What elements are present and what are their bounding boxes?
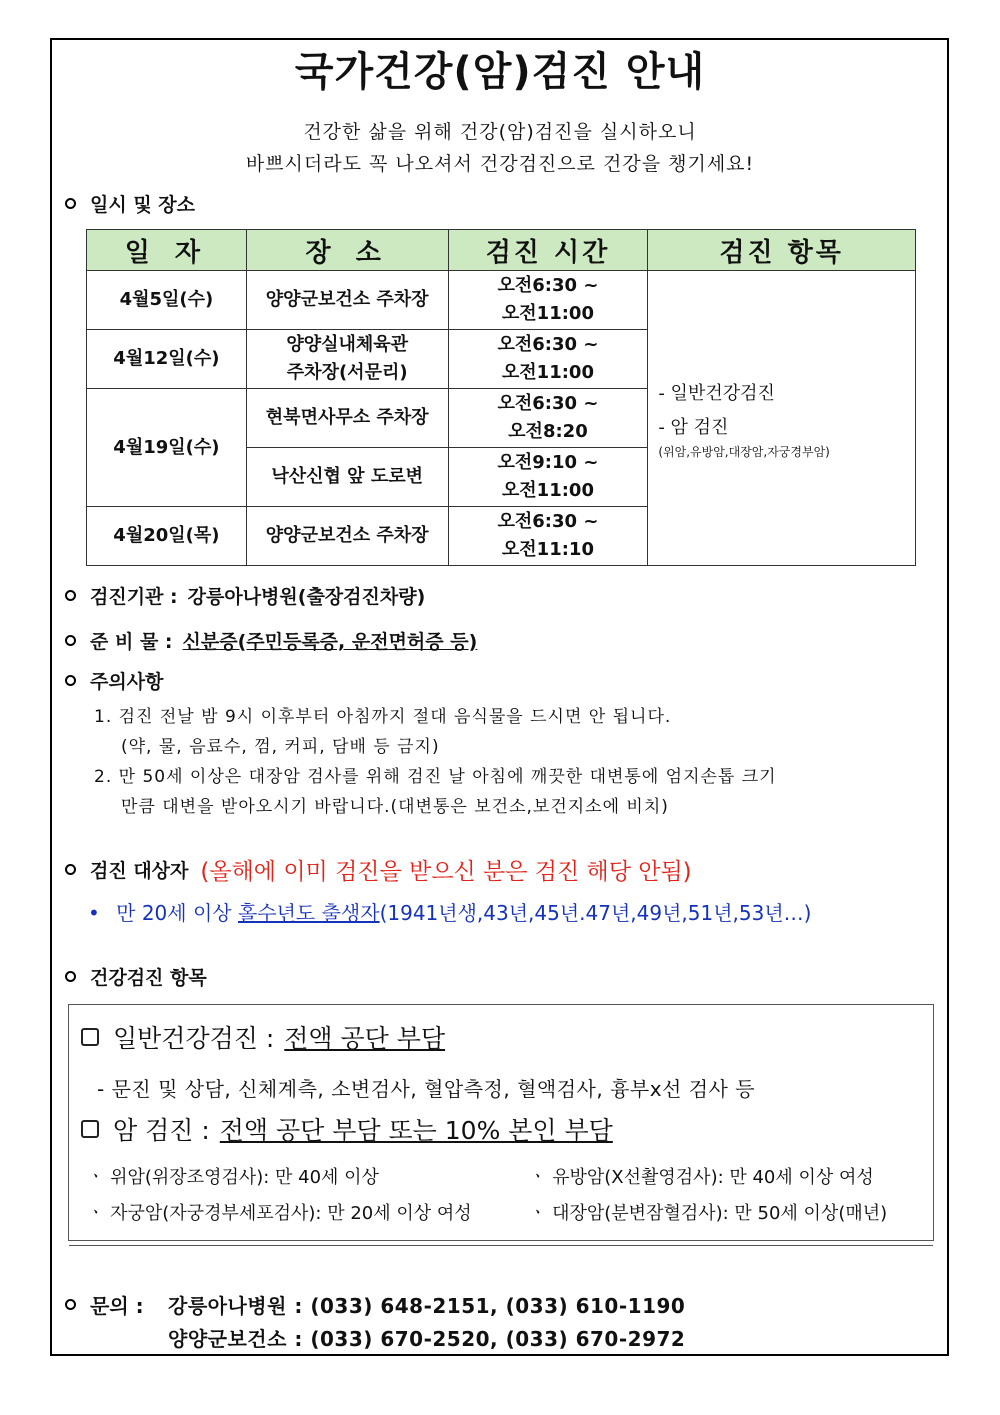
caution-line-3: 2. 만 50세 이상은 대장암 검사를 위해 검진 날 아침에 깨끗한 대변통에 엄지손톱 크기 <box>94 767 777 787</box>
table-row <box>87 271 916 330</box>
row-date: 4월5일(수) <box>87 271 247 330</box>
row-time: 오전6:30 ~ 오전11:10 <box>448 507 648 566</box>
circle-bullet-icon <box>65 1299 76 1310</box>
row-place: 양양실내체육관 주차장(서문리) <box>246 330 448 389</box>
contact-line-2: 양양군보건소 : (033) 670-2520, (033) 670-2972 <box>168 1327 686 1351</box>
cancer-item-breast: ㆍ 유방암(X선촬영검사): 만 40세 이상 여성 <box>529 1167 874 1188</box>
exam-items-box <box>68 1004 934 1241</box>
page-title: 국가건강(암)검진 안내 <box>294 49 706 95</box>
row-time: 오전6:30 ~ 오전8:20 <box>448 389 648 448</box>
contact-line-1: 강릉아나병원 : (033) 648-2151, (033) 610-1190 <box>168 1294 686 1318</box>
cancer-item-cervical: ㆍ 자궁암(자궁경부세포검사): 만 20세 이상 여성 <box>87 1203 472 1224</box>
caution-line-4: 만큼 대변을 받아오시기 바랍니다.(대변통은 보건소,보건지소에 비치) <box>121 797 669 817</box>
circle-bullet-icon <box>65 635 76 646</box>
cancer-item-colon: ㆍ 대장암(분변잠혈검사): 만 50세 이상(매년) <box>529 1203 888 1224</box>
header-time: 검진 시간 <box>448 230 648 271</box>
subtitle-line-1: 건강한 삶을 위해 건강(암)검진을 실시하오니 <box>303 121 697 143</box>
row-time: 오전6:30 ~ 오전11:00 <box>448 271 648 330</box>
institution-line: 검진기관 : 강릉아나병원(출장검진차량) <box>65 582 425 609</box>
prep-line: 준 비 물 : 신분증(주민등록증, 운전면허증 등) <box>65 627 477 654</box>
row-place: 양양군보건소 주차장 <box>246 507 448 566</box>
caution-line-1: 1. 검진 전날 밤 9시 이후부터 아침까지 절대 음식물을 드시면 안 됩니다. <box>94 707 672 727</box>
subtitle-line-2: 바쁘시더라도 꼭 나오셔서 건강검진으로 건강을 챙기세요! <box>245 153 755 175</box>
header-place: 장 소 <box>246 230 448 271</box>
circle-bullet-icon <box>65 590 76 601</box>
row-place: 현북면사무소 주차장 <box>246 389 448 448</box>
general-exam-detail: - 문진 및 상담, 신체계측, 소변검사, 혈압측정, 혈액검사, 흉부x선 검사 등 <box>97 1077 756 1101</box>
target-detail: • 만 20세 이상 홀수년도 출생자(1941년생,43년,45년.47년,49년,51년,53년…) <box>88 901 812 925</box>
contact-heading: 문의 : <box>65 1290 144 1319</box>
row-time: 오전9:10 ~ 오전11:00 <box>448 448 648 507</box>
row-time: 오전6:30 ~ 오전11:00 <box>448 330 648 389</box>
row-date: 4월19일(수) <box>87 389 247 507</box>
checkbox-icon <box>81 1028 99 1046</box>
header-date: 일 자 <box>87 230 247 271</box>
cautions-heading: 주의사항 <box>65 667 163 694</box>
circle-bullet-icon <box>65 864 76 875</box>
caution-line-2: (약, 물, 음료수, 껌, 커피, 담배 등 금지) <box>121 737 440 757</box>
general-exam-heading: 일반건강검진 : 전액 공단 부담 <box>81 1019 445 1055</box>
target-heading: 검진 대상자 (올해에 이미 검진을 받으신 분은 검진 해당 안됨) <box>65 853 692 886</box>
cancer-exam-heading: 암 검진 : 전액 공단 부담 또는 10% 본인 부담 <box>81 1111 613 1147</box>
bullet-dot-icon: • <box>88 901 100 925</box>
row-place: 양양군보건소 주차장 <box>246 271 448 330</box>
schedule-heading: 일시 및 장소 <box>65 190 195 217</box>
header-items: 검진 항목 <box>648 230 916 271</box>
table-header-row <box>87 230 916 271</box>
cancer-item-stomach: ㆍ 위암(위장조영검사): 만 40세 이상 <box>87 1167 379 1188</box>
exam-items-cell: - 일반건강검진 - 암 검진 (위암,유방암,대장암,자궁경부암) <box>648 271 916 566</box>
row-date: 4월12일(수) <box>87 330 247 389</box>
row-place: 낙산신협 앞 도로변 <box>246 448 448 507</box>
box-underline <box>69 1245 933 1246</box>
circle-bullet-icon <box>65 198 76 209</box>
schedule-table <box>86 229 916 566</box>
circle-bullet-icon <box>65 971 76 982</box>
checkbox-icon <box>81 1120 99 1138</box>
circle-bullet-icon <box>65 675 76 686</box>
exam-items-heading: 건강검진 항목 <box>65 963 207 990</box>
row-date: 4월20일(목) <box>87 507 247 566</box>
